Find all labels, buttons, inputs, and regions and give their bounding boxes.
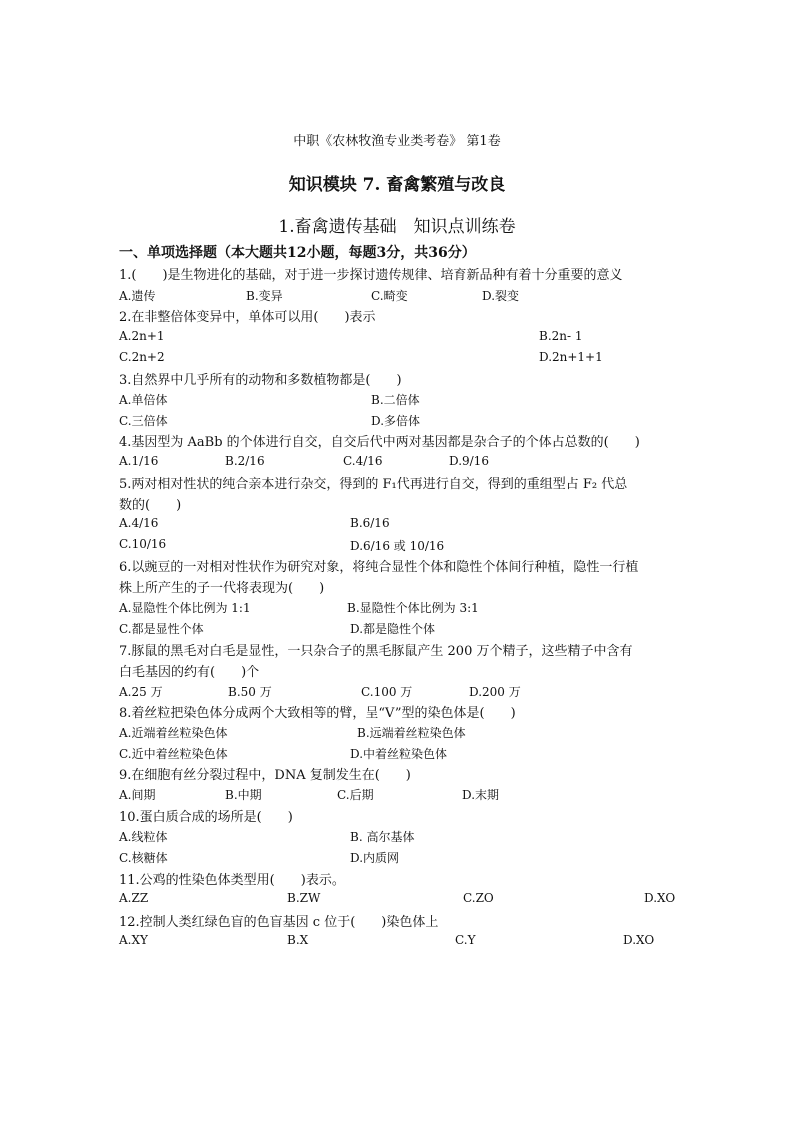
question-1-stem: 1.( )是生物进化的基础，对于进一步探讨遗传规律、培育新品种有着十分重要的意义 [119,268,623,283]
question-7-option-b: B.50 万 [228,685,272,699]
question-1-option-d: D.裂变 [482,289,520,303]
series-title: 中职《农林牧渔专业类考卷》 第1卷 [293,134,501,149]
question-10-option-d: D.内质网 [350,851,400,865]
question-6-stem-line-2: 株上所产生的子一代将表现为( ) [119,581,325,596]
question-9-option-d: D.末期 [462,788,500,802]
question-8-stem: 8.着丝粒把染色体分成两个大致相等的臂，呈“V”型的染色体是( ) [119,706,516,721]
question-6-option-a: A.显隐性个体比例为 1:1 [119,601,251,615]
question-1-option-c: C.畸变 [371,289,408,303]
question-8-option-b: B.远端着丝粒染色体 [357,726,466,740]
module-title: 知识模块 7. 畜禽繁殖与改良 [288,175,506,195]
question-12-stem: 12.控制人类红绿色盲的色盲基因 c 位于( )染色体上 [119,915,439,930]
section-heading: 一、单项选择题（本大题共12小题，每题3分，共36分） [119,245,476,261]
question-2-option-b: B.2n- 1 [539,329,583,343]
question-2-option-a: A.2n+1 [119,329,165,343]
question-11-option-d: D.XO [644,891,676,905]
question-3-option-d: D.多倍体 [371,414,421,428]
question-12-option-c: C.Y [455,933,476,947]
question-7-stem-line-1: 7.豚鼠的黑毛对白毛是显性，一只杂合子的黑毛豚鼠产生 200 万个精子，这些精子中含有 [119,644,633,659]
question-3-option-a: A.单倍体 [119,393,168,407]
question-10-option-b: B. 高尔基体 [350,830,415,844]
question-2-option-c: C.2n+2 [119,350,165,364]
question-3-stem: 3.自然界中几乎所有的动物和多数植物都是( ) [119,373,402,388]
question-4-option-d: D.9/16 [449,454,489,468]
question-4-option-a: A.1/16 [119,454,159,468]
question-12-option-d: D.XO [623,933,655,947]
question-8-option-a: A.近端着丝粒染色体 [119,726,228,740]
question-11-stem: 11.公鸡的性染色体类型用( )表示。 [119,873,345,888]
question-8-option-d: D.中着丝粒染色体 [350,747,448,761]
question-4-stem: 4.基因型为 AaBb 的个体进行自交，自交后代中两对基因都是杂合子的个体占总数的( ) [119,435,640,450]
question-11-option-b: B.ZW [287,891,321,905]
question-7-stem-line-2: 白毛基因的约有( )个 [119,665,260,680]
question-7-option-a: A.25 万 [119,685,163,699]
question-3-option-c: C.三倍体 [119,414,168,428]
question-10-option-c: C.核糖体 [119,851,168,865]
question-3-option-b: B.二倍体 [371,393,420,407]
question-5-option-a: A.4/16 [119,516,159,530]
question-7-option-c: C.100 万 [361,685,413,699]
question-8-option-c: C.近中着丝粒染色体 [119,747,228,761]
question-5-stem-line-1: 5.两对相对性状的纯合亲本进行杂交，得到的 F₁代再进行自交，得到的重组型占 F₂ 代总 [119,477,628,492]
question-4-option-c: C.4/16 [343,454,383,468]
question-9-option-b: B.中期 [225,788,262,802]
question-11-option-a: A.ZZ [119,891,149,905]
question-10-stem: 10.蛋白质合成的场所是( ) [119,810,293,825]
question-1-option-b: B.变异 [246,289,283,303]
question-12-option-b: B.X [287,933,309,947]
question-6-option-c: C.都是显性个体 [119,622,204,636]
paper-subtitle: 1.畜禽遗传基础 知识点训练卷 [278,217,516,237]
question-9-stem: 9.在细胞有丝分裂过程中，DNA 复制发生在( ) [119,768,411,783]
question-6-option-d: D.都是隐性个体 [350,622,436,636]
question-5-option-b: B.6/16 [350,516,390,530]
question-5-option-c: C.10/16 [119,537,167,551]
question-4-option-b: B.2/16 [225,454,265,468]
question-1-option-a: A.遗传 [119,289,156,303]
question-9-option-a: A.间期 [119,788,156,802]
question-11-option-c: C.ZO [463,891,494,905]
question-6-stem-line-1: 6.以豌豆的一对相对性状作为研究对象，将纯合显性个体和隐性个体间行种植，隐性一行植 [119,560,639,575]
question-2-option-d: D.2n+1+1 [539,350,603,364]
question-2-stem: 2.在非整倍体变异中，单体可以用( )表示 [119,310,376,325]
question-9-option-c: C.后期 [337,788,374,802]
question-6-option-b: B.显隐性个体比例为 3:1 [347,601,479,615]
question-5-stem-line-2: 数的( ) [119,498,182,513]
question-12-option-a: A.XY [119,933,148,947]
question-5-option-d: D.6/16 或 10/16 [350,539,445,553]
question-7-option-d: D.200 万 [469,685,521,699]
question-10-option-a: A.线粒体 [119,830,168,844]
